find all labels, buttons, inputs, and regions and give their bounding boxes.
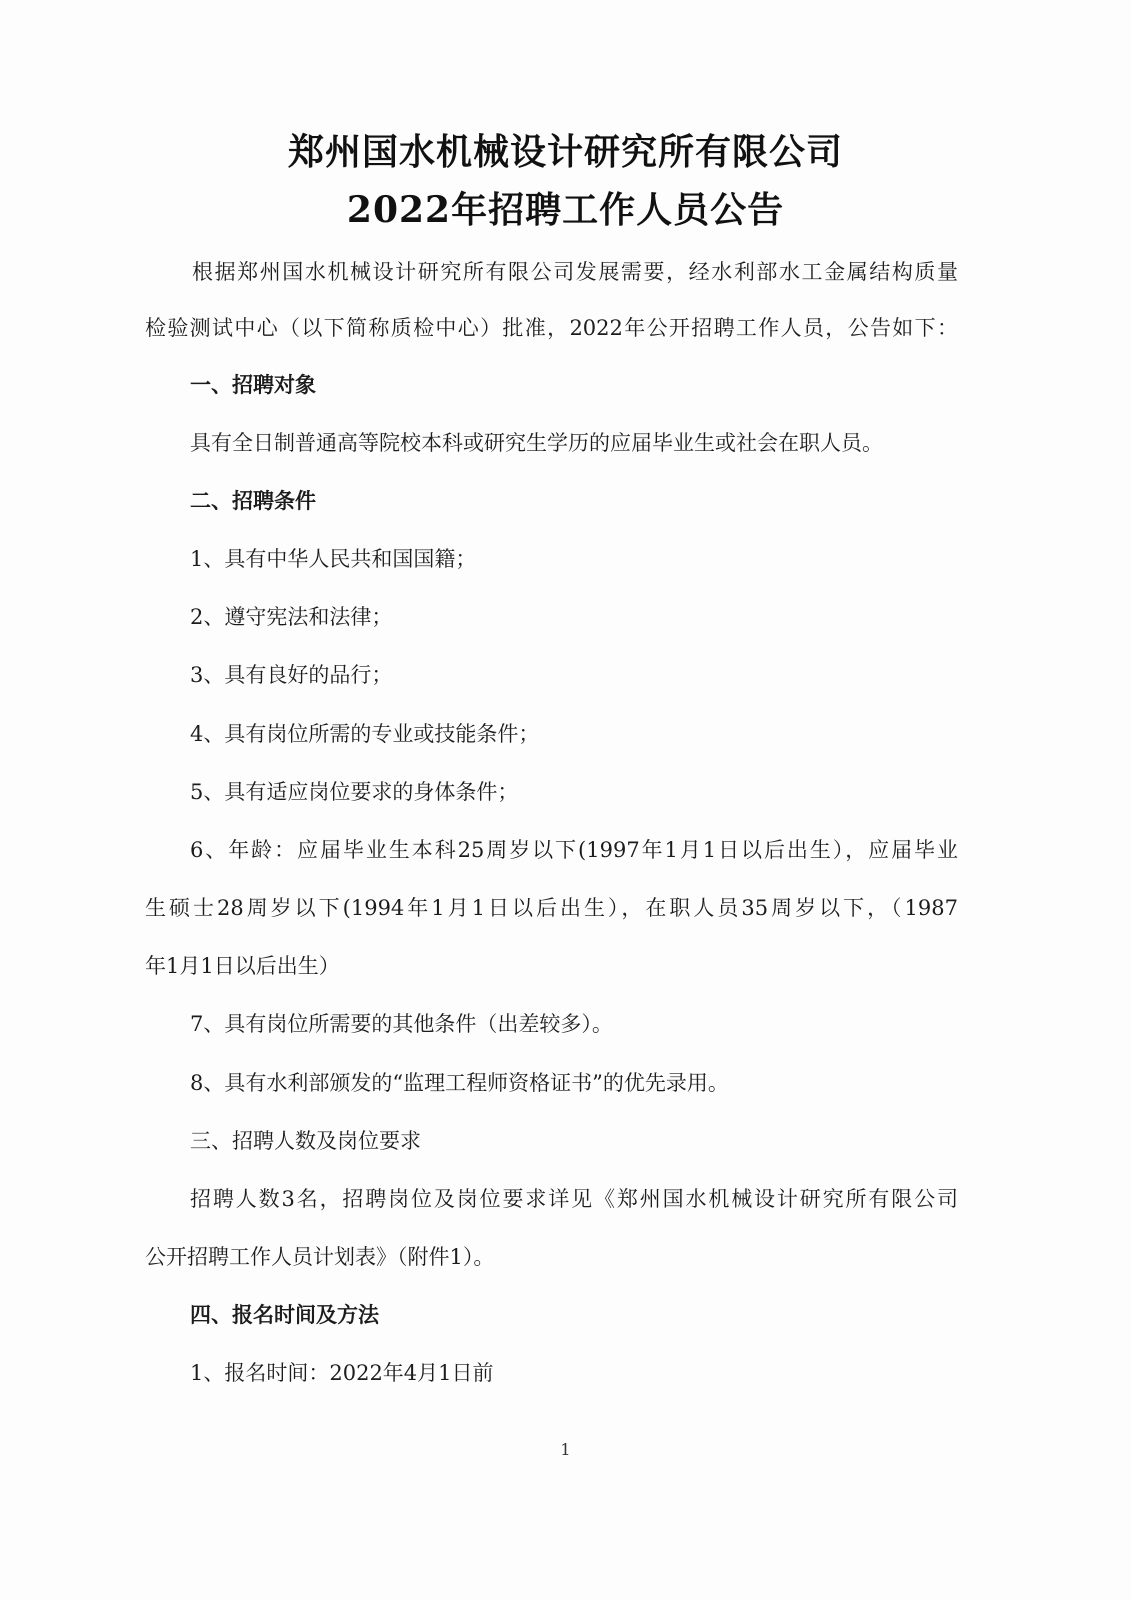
condition-item-5: 5、具有适应岗位要求的身体条件； bbox=[190, 780, 519, 804]
headcount-text-line-2: 公开招聘工作人员计划表》（附件1）。 bbox=[145, 1245, 495, 1269]
section-heading-recruitment-target: 一、招聘对象 bbox=[190, 372, 316, 397]
intro-line-2: 检验测试中心（以下简称质检中心）批准，2022年公开招聘工作人员，公告如下： bbox=[145, 316, 958, 340]
registration-time: 1、报名时间：2022年4月1日前 bbox=[190, 1361, 494, 1385]
condition-item-3: 3、具有良好的品行； bbox=[190, 663, 393, 687]
document-title-announcement: 2022年招聘工作人员公告 bbox=[346, 189, 785, 231]
condition-item-7: 7、具有岗位所需要的其他条件（出差较多）。 bbox=[190, 1012, 613, 1036]
section-heading-headcount-requirements: 三、招聘人数及岗位要求 bbox=[190, 1129, 421, 1153]
recruitment-target-text: 具有全日制普通高等院校本科或研究生学历的应届毕业生或社会在职人员。 bbox=[190, 431, 883, 455]
headcount-text-line-1: 招聘人数3名，招聘岗位及岗位要求详见《郑州国水机械设计研究所有限公司 bbox=[190, 1187, 958, 1211]
page-number: 1 bbox=[560, 1440, 571, 1459]
condition-item-2: 2、遵守宪法和法律； bbox=[190, 605, 393, 629]
condition-item-6-line-3: 年1月1日以后出生） bbox=[145, 954, 340, 978]
document-title-company: 郑州国水机械设计研究所有限公司 bbox=[287, 131, 843, 173]
section-heading-recruitment-conditions: 二、招聘条件 bbox=[190, 488, 316, 513]
condition-item-8: 8、具有水利部颁发的“监理工程师资格证书”的优先录用。 bbox=[190, 1071, 729, 1095]
condition-item-6-line-2: 生硕士28周岁以下(1994年1月1日以后出生），在职人员35周岁以下，（1987 bbox=[145, 896, 958, 920]
intro-line-1: 根据郑州国水机械设计研究所有限公司发展需要，经水利部水工金属结构质量 bbox=[192, 260, 958, 284]
condition-item-4: 4、具有岗位所需的专业或技能条件； bbox=[190, 722, 540, 746]
section-heading-registration: 四、报名时间及方法 bbox=[190, 1302, 379, 1327]
condition-item-6-line-1: 6、年龄：应届毕业生本科25周岁以下(1997年1月1日以后出生），应届毕业 bbox=[190, 838, 958, 862]
condition-item-1: 1、具有中华人民共和国国籍； bbox=[190, 547, 477, 571]
